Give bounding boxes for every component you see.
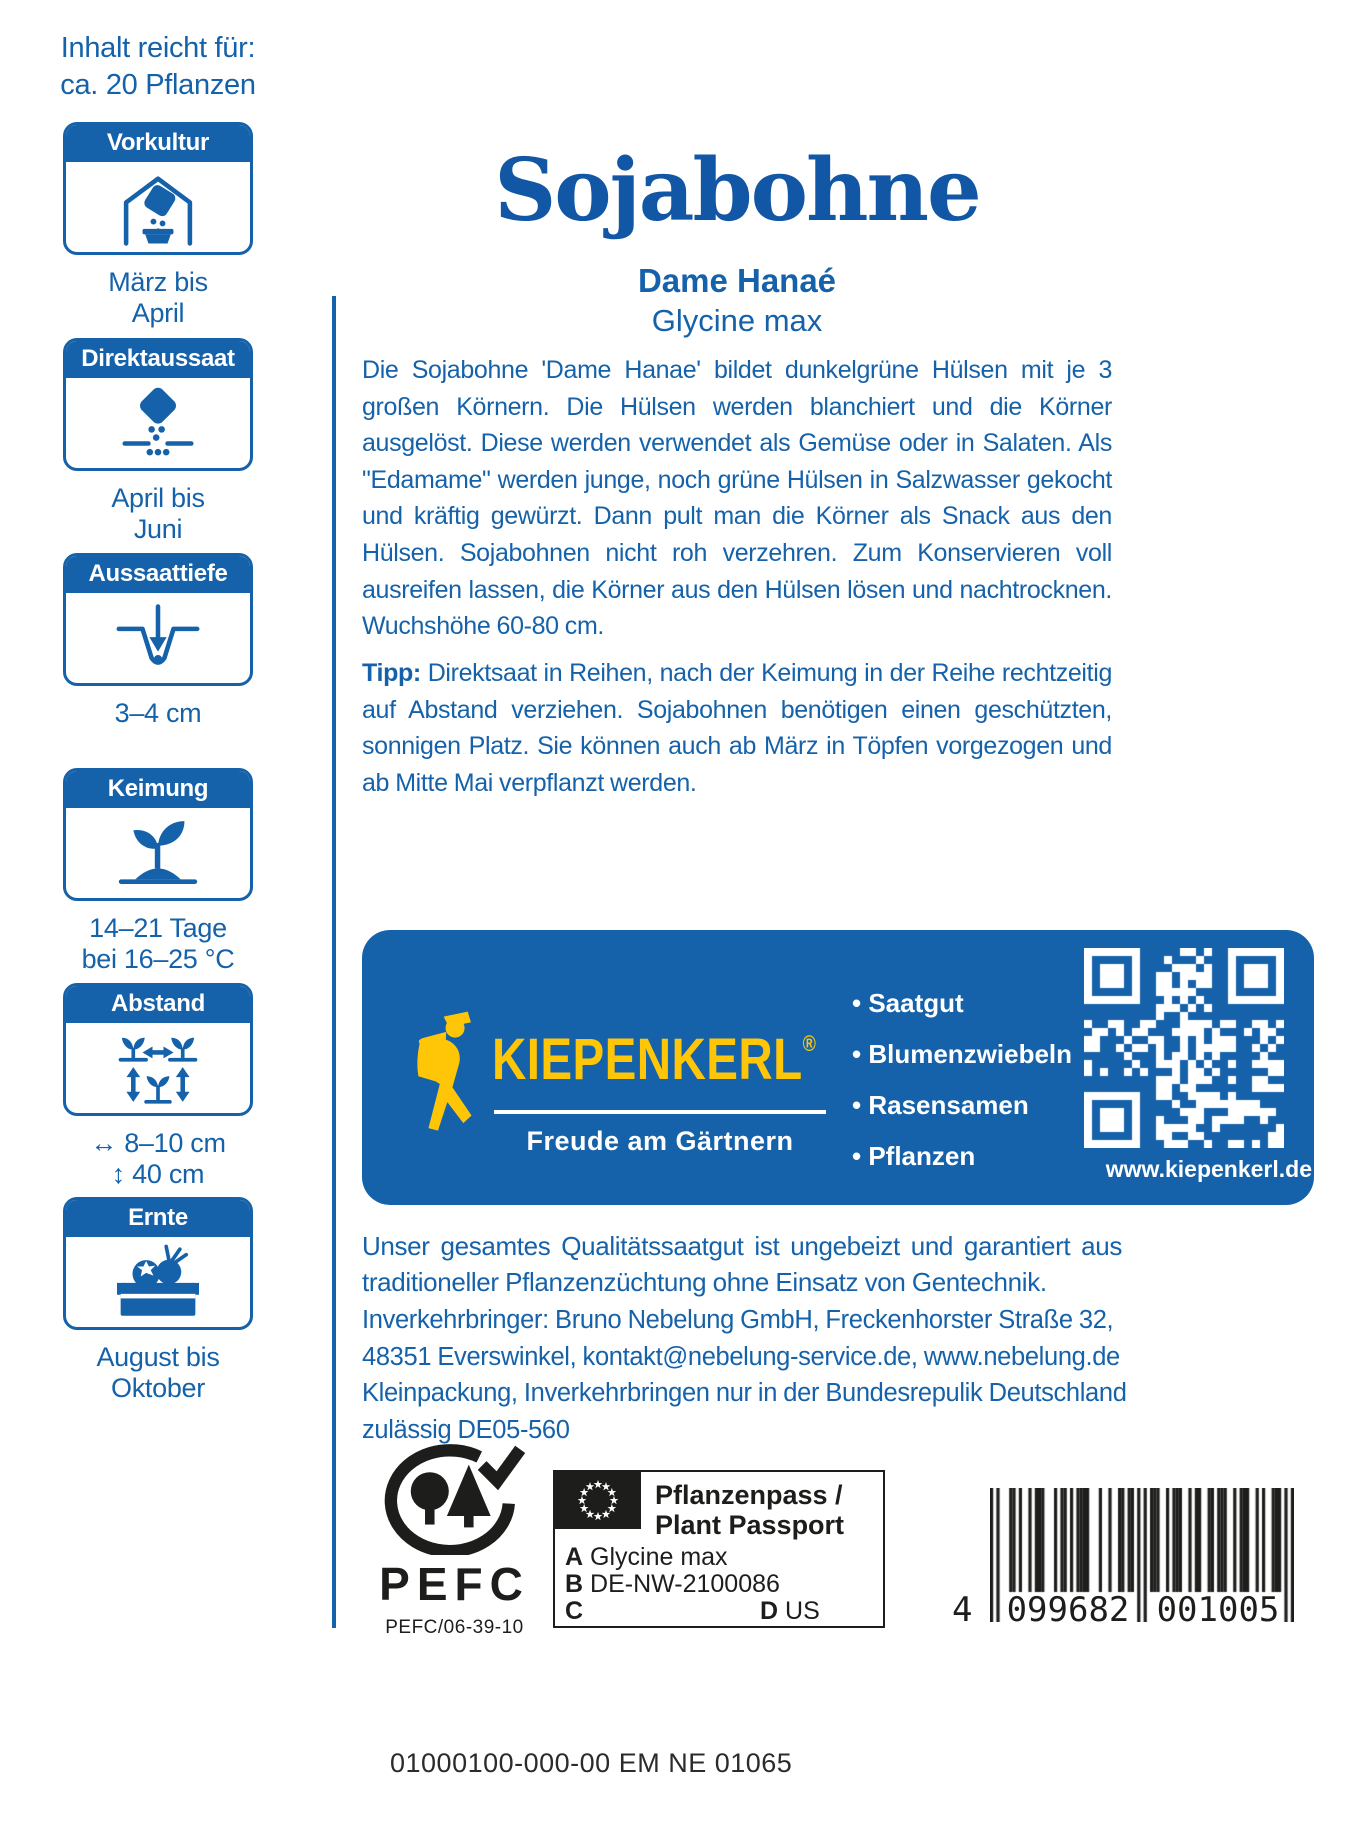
vorkultur-caption: März bis April: [108, 267, 208, 328]
direct-sowing-icon: [66, 378, 250, 468]
page-title: Sojabohne: [494, 140, 980, 241]
vertical-divider: [332, 296, 336, 1628]
info-box-title: Abstand: [66, 986, 250, 1023]
capacity-line2: ca. 20 Pflanzen: [60, 69, 256, 101]
variety-name: Dame Hanaé: [637, 262, 837, 299]
tip-paragraph: [362, 655, 1112, 801]
direktaussaat-caption: April bis Juni: [111, 483, 205, 544]
capacity-note: [36, 30, 280, 104]
info-box-keimung: [63, 768, 253, 901]
pefc-mark-icon: [376, 1437, 534, 1555]
capacity-line1: Inhalt reicht für:: [60, 32, 256, 64]
info-box-title: Keimung: [66, 771, 250, 808]
info-box-ernte: [63, 1197, 253, 1330]
qr-code: [1084, 948, 1284, 1148]
keimung-caption: 14–21 Tage bei 16–25 °C: [81, 913, 235, 974]
info-box-abstand: [63, 983, 253, 1116]
pefc-wordmark: PEFC: [379, 1558, 530, 1610]
list-item: • Saatgut: [852, 978, 1072, 1029]
info-box-vorkultur: [63, 122, 253, 255]
passport-row-c: C: [565, 1597, 584, 1625]
barcode-lead-digit: 4: [952, 1590, 973, 1630]
ean-barcode: [944, 1488, 1296, 1636]
brand-banner: [362, 930, 1314, 1205]
barcode-group1: 099682: [1006, 1590, 1130, 1630]
website-url: www.kiepenkerl.de: [1105, 1156, 1312, 1182]
abstand-caption: ↔ 8–10 cm ↕ 40 cm: [90, 1128, 226, 1189]
pefc-certificate-code: PEFC/06-39-10: [385, 1617, 524, 1638]
passport-row-d: D US: [760, 1597, 820, 1625]
distributor-note: Inverkehrbringer: Bruno Nebelung GmbH, Freckenhorster Straße 32, 48351 Everswinkel, kontakt@nebelung-service.de, www.nebelung.de Kleinpackung, Inverkehrbringen nur in der Bundesrepulik Deutschland zulässig DE05-560: [362, 1306, 1127, 1444]
botanical-name: Glycine max: [651, 303, 823, 338]
product-category-list: [852, 978, 1072, 1182]
passport-row-a: A Glycine max: [565, 1543, 728, 1571]
kiepenkerl-man-icon: [412, 1010, 488, 1150]
aussaattiefe-caption: 3–4 cm: [114, 698, 202, 728]
brand-underline: [494, 1110, 826, 1114]
sowing-depth-icon: [66, 593, 250, 683]
brand-wordmark: KIEPENKERL®: [492, 1027, 816, 1092]
plant-passport-box: [553, 1470, 885, 1628]
info-box-direktaussaat: [63, 338, 253, 471]
list-item: • Pflanzen: [852, 1131, 1072, 1182]
eu-flag-icon: [555, 1472, 641, 1529]
list-item: • Blumenzwiebeln: [852, 1029, 1072, 1080]
list-item: • Rasensamen: [852, 1080, 1072, 1131]
brand-slogan: Freude am Gärtnern: [526, 1126, 794, 1156]
passport-row-b: B DE-NW-2100086: [565, 1570, 780, 1598]
harvest-crate-icon: [66, 1237, 250, 1327]
passport-title: Pflanzenpass / Plant Passport: [655, 1480, 845, 1540]
quality-note: Unser gesamtes Qualitätssaatgut ist ungebeizt und garantiert aus traditioneller Pflanzenzüchtung ohne Einsatz von Gentechnik.: [362, 1231, 1122, 1297]
registered-mark: ®: [802, 1031, 816, 1056]
info-box-title: Vorkultur: [66, 125, 250, 162]
passport-rows: [565, 1544, 875, 1625]
description-paragraph: Die Sojabohne 'Dame Hanae' bildet dunkelgrüne Hülsen mit je 3 großen Körnern. Die Hülsen werden blanchiert und die Körner ausgelöst. Diese werden verwendet als Gemüse oder in Salaten. Als "Edamame" werden junge, noch grüne Hülsen in Salzwasser gekocht und kräftig gewürzt. Dann pult man die Körner als Snack aus den Hülsen. Sojabohnen nicht roh verzehren. Zum Konservieren voll ausreifen lassen, die Körner aus den Hülsen lösen und nachtrocknen. Wuchshöhe 60-80 cm.: [362, 356, 1112, 641]
pefc-logo: [372, 1437, 537, 1639]
info-box-title: Direktaussaat: [66, 341, 250, 378]
tip-label: Tipp:: [362, 659, 421, 687]
spacing-icon: [66, 1023, 250, 1113]
batch-code: 01000100-000-00 EM NE 01065: [390, 1748, 793, 1778]
barcode-group2: 001005: [1156, 1590, 1280, 1630]
germination-icon: [66, 808, 250, 898]
greenhouse-sowing-icon: [66, 162, 250, 252]
info-box-title: Aussaattiefe: [66, 556, 250, 593]
ernte-caption: August bis Oktober: [96, 1342, 220, 1403]
info-box-aussaattiefe: [63, 553, 253, 686]
tip-text: Direktsaat in Reihen, nach der Keimung in der Reihe rechtzeitig auf Abstand verziehen. Sojabohnen benötigen einen geschützten, sonnigen Platz. Sie können auch ab März in Töpfen vorgezogen und ab Mitte Mai verpflanzt werden.: [362, 659, 1112, 797]
info-box-title: Ernte: [66, 1200, 250, 1237]
